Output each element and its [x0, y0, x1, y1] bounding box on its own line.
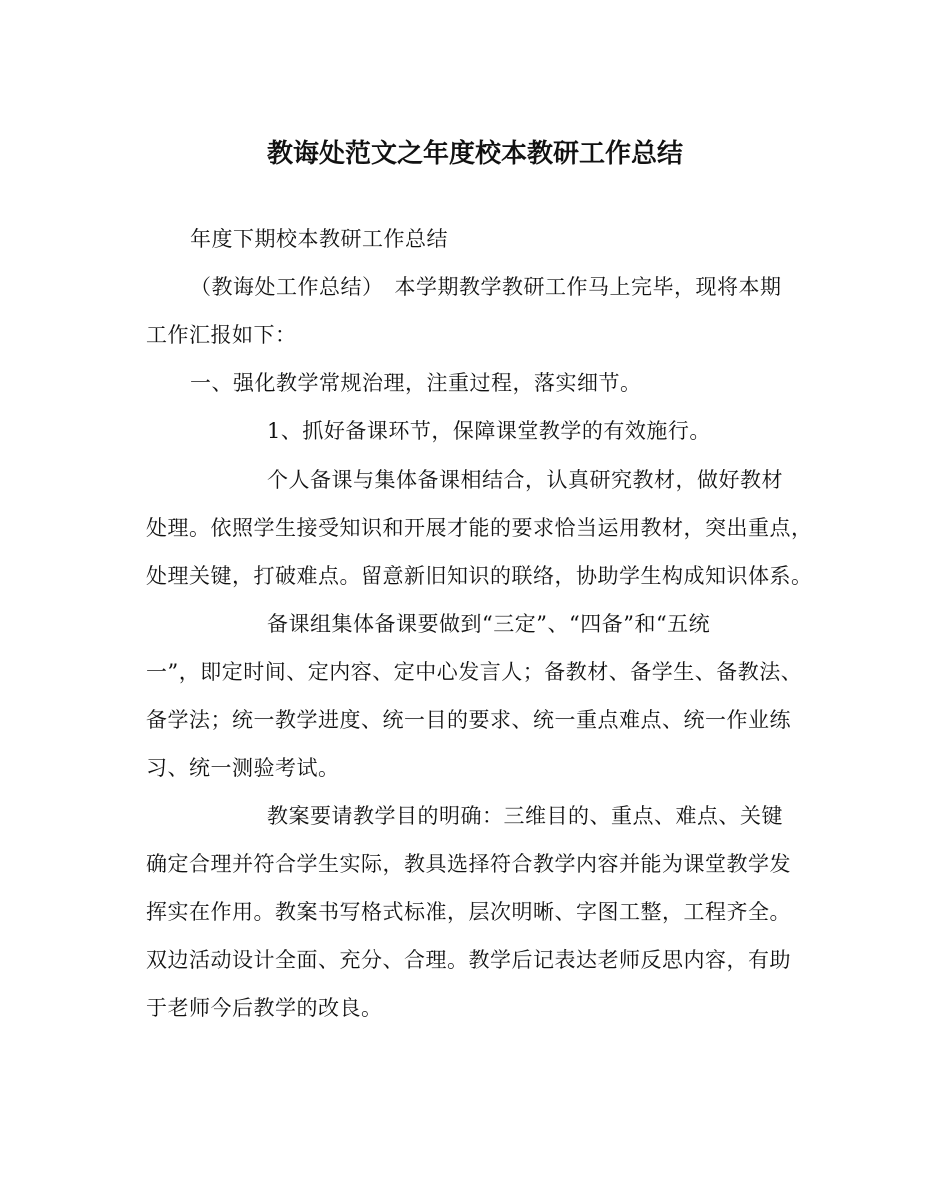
text-line: 一”，即定时间、定内容、定中心发言人；备教材、备学生、备教法、: [146, 660, 803, 684]
document-title: 教诲处范文之年度校本教研工作总结: [266, 139, 683, 169]
text-line: 一、强化教学常规治理，注重过程，落实细节。: [190, 371, 642, 395]
text-line: 处理关键，打破难点。留意新旧知识的联络，协助学生构成知识体系。: [146, 564, 813, 588]
text-line: 备学法；统一教学进度、统一目的要求、统一重点难点、统一作业练: [146, 708, 791, 732]
text-line: 习、统一测验考试。: [146, 756, 340, 780]
text-line: 工作汇报如下：: [146, 323, 297, 347]
text-line: 处理。依照学生接受知识和开展才能的要求恰当运用教材，突出重点，: [146, 516, 813, 540]
text-line: 个人备课与集体备课相结合，认真研究教材，做好教材: [267, 468, 783, 492]
text-line: 确定合理并符合学生实际，教具选择符合教学内容并能为课堂教学发: [146, 852, 791, 876]
text-line: 1、抓好备课环节，保障课堂教学的有效施行。: [267, 419, 711, 443]
text-line: 双边活动设计全面、充分、合理。教学后记表达老师反思内容，有助: [146, 948, 791, 972]
text-line: 挥实在作用。教案书写格式标准，层次明晰、字图工整，工程齐全。: [146, 900, 791, 924]
text-line: 备课组集体备课要做到“三定”、“四备”和“五统: [267, 612, 711, 636]
text-line: （教诲处工作总结） 本学期教学教研工作马上完毕，现将本期: [190, 275, 782, 299]
text-line: 年度下期校本教研工作总结: [190, 227, 448, 251]
text-line: 教案要请教学目的明确：三维目的、重点、难点、关键: [267, 804, 783, 828]
text-line: 于老师今后教学的改良。: [146, 996, 383, 1020]
